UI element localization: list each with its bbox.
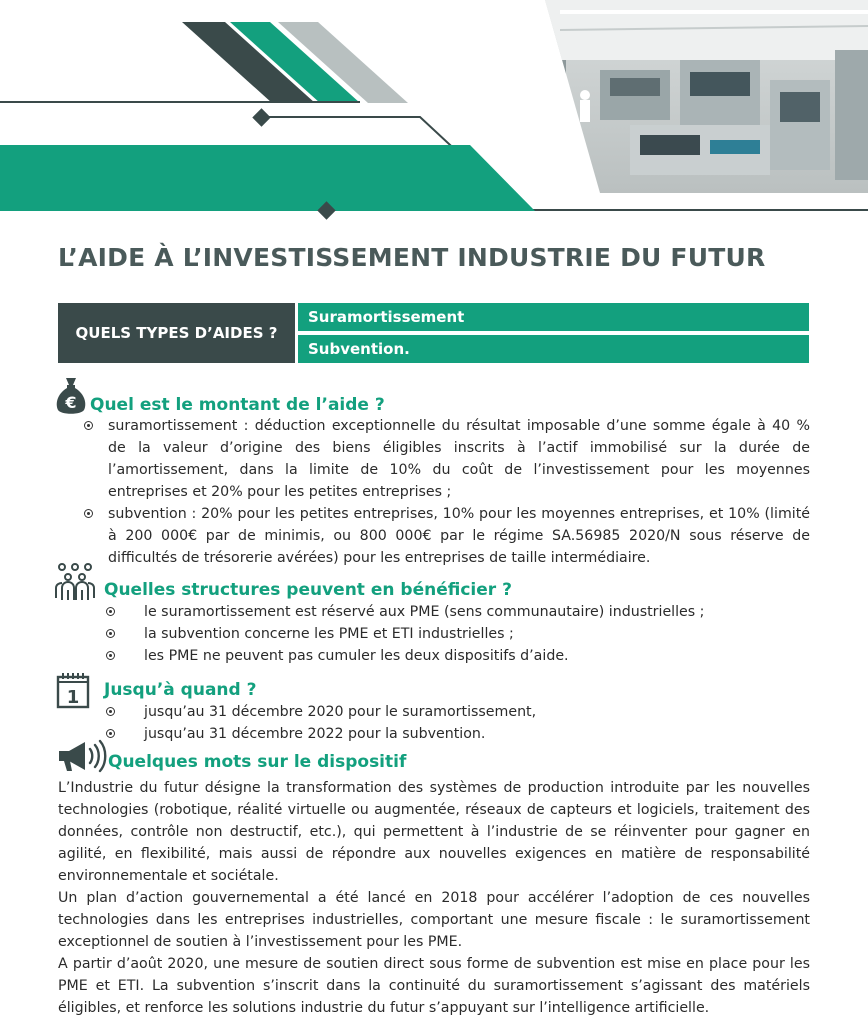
paragraph: Un plan d’action gouvernemental a été lancé en 2018 pour accélérer l’adoption de ces nouvelles technologies dans les entreprises industrielles, comportant une mesure fiscale : le suramortissement exceptionnel de soutien à l’investissement pour les PME. (58, 890, 810, 950)
list-item: jusqu’au 31 décembre 2020 pour le suramortissement, (104, 701, 810, 723)
stripe-green-band (0, 145, 535, 211)
header-banner (0, 0, 868, 222)
aid-type-subvention: Subvention. (298, 335, 809, 363)
about-text (58, 777, 810, 1019)
bullet-icon (84, 509, 93, 518)
deadline-bullet-list (104, 701, 810, 745)
bullet-icon (106, 607, 115, 616)
list-item: suramortissement : déduction exceptionnelle du résultat imposable d’une somme égale à 40 % de la valeur d’origine des biens éligibles inscrits à l’actif immobilisé sur la durée de l’amortissement, dans la limite de 10% du coût de l’investissement pour les moyennes entreprises et 20% pour les petites entreprises ; (82, 415, 810, 503)
amount-bullet-list (82, 415, 810, 569)
aid-types-label: QUELS TYPES D’AIDES ? (58, 303, 295, 363)
page-title: L’AIDE À L’INVESTISSEMENT INDUSTRIE DU FUTUR (58, 243, 766, 272)
section-title-amount: Quel est le montant de l’aide ? (90, 395, 385, 415)
list-item: la subvention concerne les PME et ETI industrielles ; (104, 623, 810, 645)
bullet-icon (106, 707, 115, 716)
svg-text:1: 1 (66, 687, 80, 708)
money-bag-icon (55, 374, 87, 416)
people-group-icon (53, 562, 97, 602)
bullet-icon (84, 421, 93, 430)
section-title-structures: Quelles structures peuvent en bénéficier ? (104, 580, 512, 600)
calendar-icon (56, 671, 90, 709)
bullet-icon (106, 629, 115, 638)
factory-photo (540, 0, 868, 200)
section-title-deadline: Jusqu’à quand ? (104, 680, 257, 700)
svg-text:€: € (65, 393, 77, 412)
aid-type-suramortissement: Suramortissement (298, 303, 809, 331)
list-item: subvention : 20% pour les petites entreprises, 10% pour les moyennes entreprises, et 10% (limité à 200 000€ par de minimis, ou 800 000€ par le régime SA.56985 2020/N sous réserve de difficultés de trésorerie avérées) pour les entreprises de taille intermédiaire. (82, 503, 810, 569)
bullet-icon (106, 651, 115, 660)
bullet-icon (106, 729, 115, 738)
aid-types-table (58, 303, 809, 363)
list-item: le suramortissement est réservé aux PME (sens communautaire) industrielles ; (104, 601, 810, 623)
megaphone-icon (55, 738, 107, 774)
structures-bullet-list (104, 601, 810, 667)
paragraph: A partir d’août 2020, une mesure de soutien direct sous forme de subvention est mise en place pour les PME et ETI. La subvention s’inscrit dans la continuité du suramortissement s’agissant des matériels éligibles, et renforce les solutions industrie du futur s’appuyant sur l’intelligence artificielle. (58, 956, 810, 1016)
list-item: les PME ne peuvent pas cumuler les deux dispositifs d’aide. (104, 645, 810, 667)
paragraph: L’Industrie du futur désigne la transformation des systèmes de production introduite par les nouvelles technologies (robotique, réalité virtuelle ou augmentée, réseaux de capteurs et logiciels, traitement des données, contrôle non destructif, etc.), qui permettent à l’industrie de se réinventer pour gagner en agilité, en flexibilité, mais aussi de répondre aux nouvelles exigences en matière de responsabilité environnementale et sociétale. (58, 780, 810, 884)
list-item: jusqu’au 31 décembre 2022 pour la subvention. (104, 723, 810, 745)
section-title-about: Quelques mots sur le dispositif (108, 752, 407, 772)
